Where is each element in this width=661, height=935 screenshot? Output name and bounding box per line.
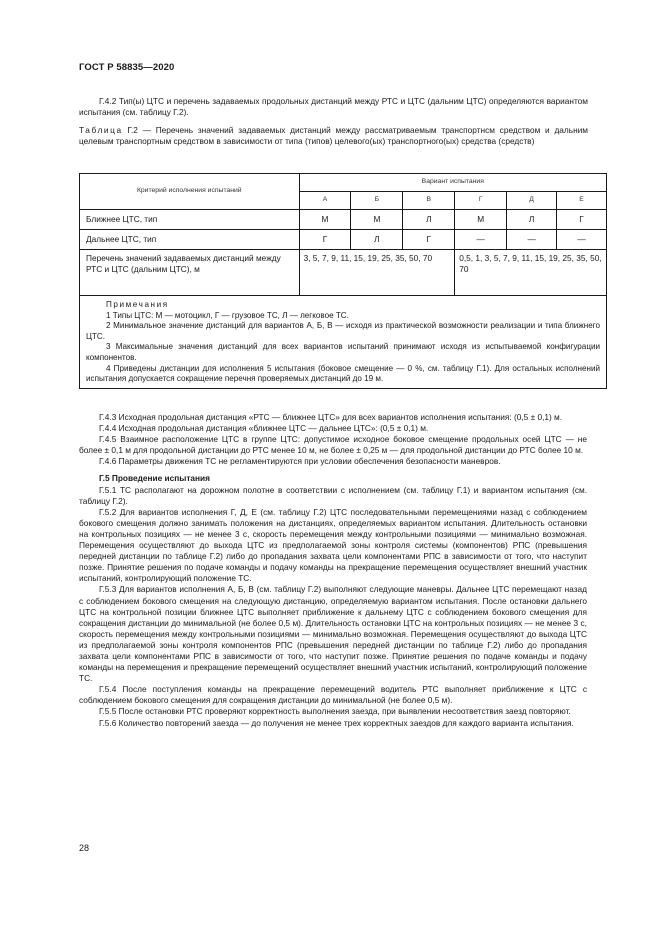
variant-header: Вариант испытания [299,174,606,192]
paragraph-g44: Г.4.4 Исходная продольная дистанция «ближнее ЦТС — дальнее ЦТС»: (0,5 ± 0,1) м. [99,423,429,434]
paragraph-g42: Г.4.2 Тип(ы) ЦТС и перечень задаваемых продольных дистанций между РТС и ЦТС (дальним ЦТС) определяются вариантом испытания (см. таблицу Г.2). [79,96,588,118]
table-cell: Л [507,210,557,230]
note-2: 2 Минимальное значение дистанций для вариантов А, Б, В — исходя из практической возможности реализации и типа ближнего ЦТС. [86,321,600,341]
variant-col-d: Д [507,192,557,210]
table-cell: Л [351,230,403,250]
paragraph-g55: Г.5.5 После остановки РТС проверяют корректность выполнения заезда, при выявлении несоответствия заезд повторяют. [99,706,571,717]
table-row [80,210,607,230]
notes-title: Примечания [106,300,169,309]
variant-col-v: В [403,192,455,210]
standard-header: ГОСТ Р 58835—2020 [79,62,175,73]
table-caption-text: Г.2 — Перечень значений задаваемых дистанций между рассматриваемым транспортнсм средством и дальним целевым транспортным средством в зависимости от типа (типов) целевого(ых) транспортного(ых) средства (средств) [79,125,588,147]
criterion-header: Критерий исполнения испытаний [80,174,300,210]
row-label: Дальнее ЦТС, тип [80,230,300,250]
table-cell: Л [403,210,455,230]
page-number: 28 [79,843,90,853]
table-cell-abv: 3, 5, 7, 9, 11, 15, 19, 25, 35, 50, 70 [299,250,455,296]
variant-col-e: Е [557,192,607,210]
paragraph-g56: Г.5.6 Количество повторений заезда — до получения не менее трех корректных заездов для каждого варианта испытания. [99,717,574,728]
table-caption-label: Таблица [79,125,123,136]
row-label: Ближнее ЦТС, тип [80,210,300,230]
body-block [79,412,587,729]
row-label: Перечень значений задаваемых дистанций между РТС и ЦТС (дальним ЦТС), м [80,250,300,296]
table-cell: М [455,210,507,230]
table-notes-row [80,296,607,389]
table-cell: — [557,230,607,250]
table-cell-gde: 0,5, 1, 3, 5, 7, 9, 11, 15, 19, 25, 35, 50, 70 [455,250,607,296]
table-cell: Г [299,230,351,250]
note-1: 1 Типы ЦТС: М — мотоцикл, Г — грузовое ТС, Л — легковое ТС. [106,310,349,320]
paragraph-g53: Г.5.3 Для вариантов исполнения А, Б, В (см. таблицу Г.2) выполняют следующие маневры. Дальнее ЦТС перемещают назад с соблюдением бокового смещения на следующую дистанцию, определяемую вариантом испытания. После остановки дальнего ЦТС на контрольной позиции ближнее ЦТС выполняет приближение к дальнему ЦТС с соблюдением бокового смещения для сокращения дистанции до минимальной (не более 0,5 м). Длительность остановки ЦТС на контрольных позициях — не менее 3 с, скорость перемещения между контрольными позициями — минимально возможная. Перемещения осуществляют до выхода ЦТС из предполагаемой зоны контроля компонентов РПС (превышения передней дистанции по таблице Г.2) либо до пропадания захвата цели компонентами РПС в зависимости от того, что наступит позже. Принятие решения по подаче команды и подачу команды на перемещения и прекращение перемещений осуществляет внешний участник испытаний, контролирующий положение ТС. [79,584,587,684]
section-title-g5: Г.5 Проведение испытания [99,473,210,484]
paragraph-g45: Г.4.5 Взаимное расположение ЦТС в группе ЦТС: допустимое исходное боковое смещение продольных осей ЦТС — не более ± 0,1 м для продольной дистанции до РТС менее 10 м, не более ± 0,25 м — для продольной дистанции до РТС более 10 м. [79,434,587,456]
table-row [80,230,607,250]
variant-col-b: Б [351,192,403,210]
table-caption [79,125,588,147]
variant-col-g: Г [455,192,507,210]
table-cell: Г [557,210,607,230]
table-cell: — [507,230,557,250]
variant-col-a: А [299,192,351,210]
table-cell: М [299,210,351,230]
intro-block [79,96,588,147]
paragraph-g43: Г.4.3 Исходная продольная дистанция «РТС — ближнее ЦТС» для всех вариантов исполнения испытания: (0,5 ± 0,1) м. [99,412,563,422]
note-4: 4 Приведены дистанции для исполнения 5 испытания (боковое смещение — 0 %, см. таблицу Г.1). Для остальных исполнений испытания допускается сокращение перечня проверяемых дистанций до 19 м. [86,363,600,384]
table-g2 [79,173,607,389]
table-cell: — [455,230,507,250]
table-cell: Г [403,230,455,250]
table-notes [80,296,607,389]
table-cell: М [351,210,403,230]
paragraph-g51: Г.5.1 ТС располагают на дорожном полотне в соответствии с исполнением (см. таблицу Г.1) и вариантом испытания (см. таблицу Г.2). [79,484,587,506]
table-row [80,250,607,296]
paragraph-g52: Г.5.2 Для вариантов исполнения Г, Д, Е (см. таблицу Г.2) ЦТС последовательными перемещениями назад с соблюдением бокового смещения должно занимать положения на дистанциях, определяемых вариантом испытания. Длительность остановки на контрольных позициях — не менее 3 с, скорость перемещения между контрольными позициями — минимально возможная. Перемещения осуществляют до выхода ЦТС из предполагаемой зоны контроля системы (компонентов) РПС (превышения передней дистанции по таблице Г.2) либо до пропадания захвата цели компонентами РПС в зависимости от того, что наступит позже. Принятие решения по подаче команды и подачу команды на прекращение перемещения осуществляет внешний участник испытаний, контролирующий положение ТС. [79,506,587,584]
paragraph-g46: Г.4.6 Параметры движения ТС не регламентируются при условии обеспечения безопасности маневров. [99,456,501,467]
note-3: 3 Максимальные значения дистанций для всех вариантов испытаний принимают исходя из испытываемой конфигурации компонентов. [86,342,600,362]
paragraph-g54: Г.5.4 После поступления команды на прекращение перемещений водитель РТС выполняет приближение к ЦТС с соблюдением бокового смещения для сокращения дистанции до минимальной (не более 0,5 м). [79,684,587,706]
